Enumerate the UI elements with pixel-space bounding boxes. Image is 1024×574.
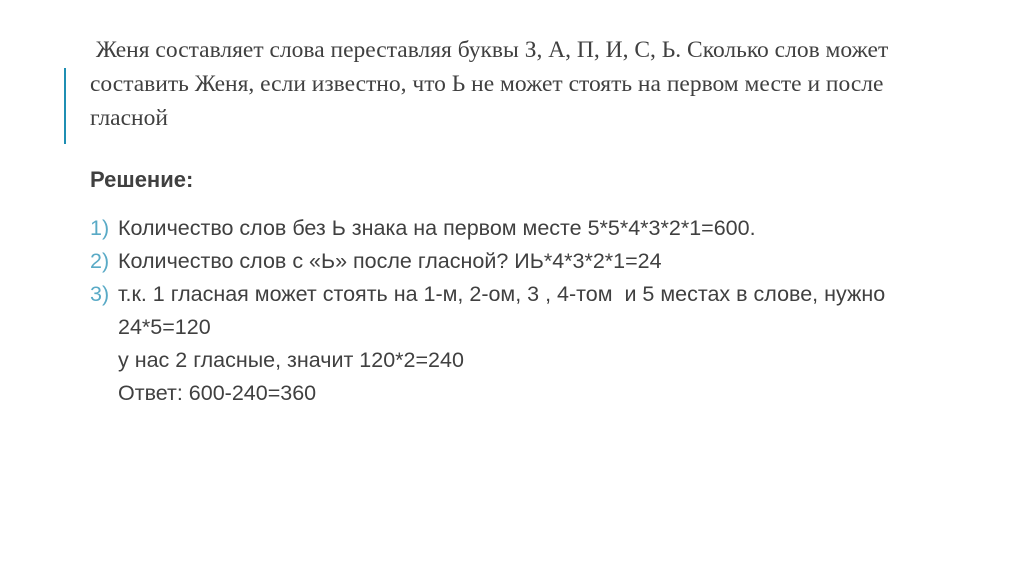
solution-step bbox=[90, 245, 1010, 278]
problem-line: гласной bbox=[90, 105, 168, 131]
solution-steps bbox=[90, 212, 1010, 410]
step-number: 3) bbox=[90, 282, 110, 306]
step-text: у нас 2 гласные, значит 120*2=240 bbox=[118, 348, 464, 372]
step-text: т.к. 1 гласная может стоять на 1-м, 2-ом, 3 , 4-том и 5 местах в слове, нужно bbox=[118, 282, 886, 306]
problem-line: Женя составляет слова переставляя буквы З, А, П, И, С, Ь. Сколько слов может bbox=[90, 37, 889, 63]
solution-step bbox=[90, 278, 1010, 410]
step-text: 24*5=120 bbox=[118, 315, 211, 339]
step-text: Количество слов с «Ь» после гласной? ИЬ*4*3*2*1=24 bbox=[118, 249, 662, 273]
problem-line: составить Женя, если известно, что Ь не может стоять на первом месте и после bbox=[90, 71, 884, 97]
step-text: Ответ: 600-240=360 bbox=[118, 381, 317, 405]
step-text: Количество слов без Ь знака на первом месте 5*5*4*3*2*1=600. bbox=[118, 216, 756, 240]
solution-heading: Решение: bbox=[90, 167, 194, 192]
accent-line bbox=[64, 68, 66, 144]
step-number: 2) bbox=[90, 249, 110, 273]
solution-step bbox=[90, 212, 1010, 245]
step-number: 1) bbox=[90, 216, 110, 240]
problem-statement bbox=[90, 33, 990, 135]
